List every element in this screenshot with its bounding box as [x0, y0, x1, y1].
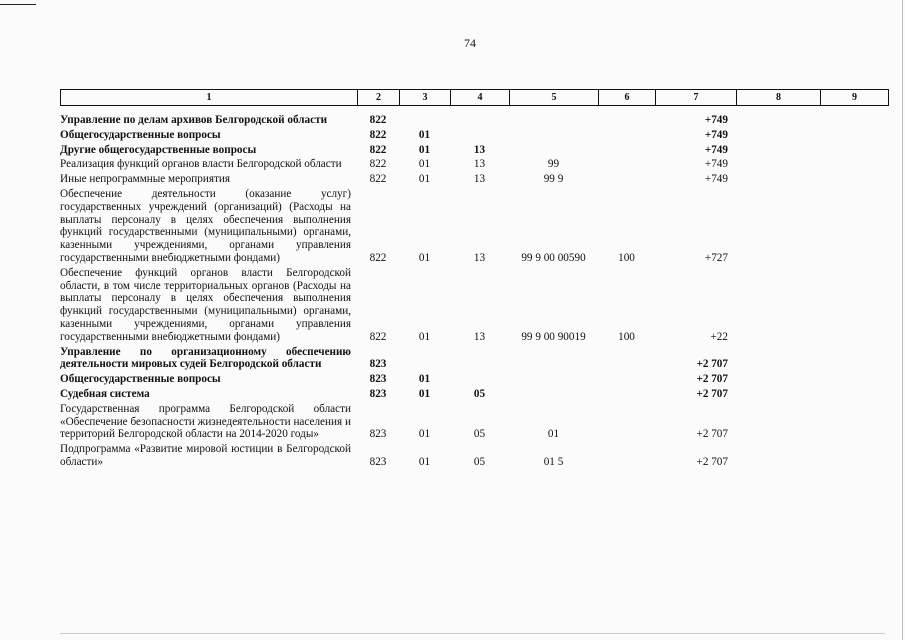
row-subsection: 13: [473, 251, 486, 264]
row-target-article: 99: [547, 158, 560, 171]
row-col-8: [736, 188, 820, 267]
row-name: Общегосударственные вопросы: [60, 373, 221, 386]
column-header-4: 4: [451, 90, 510, 106]
row-amount: +22: [710, 330, 728, 343]
scan-edge-mark: [0, 0, 36, 5]
row-col-8: [736, 373, 820, 388]
table-row: [60, 373, 888, 388]
row-col-8: [736, 267, 820, 346]
row-name: Другие общегосударственные вопросы: [60, 143, 257, 156]
row-expense-type: [598, 403, 655, 443]
row-name: Общегосударственные вопросы: [60, 128, 221, 141]
column-header-2: 2: [358, 90, 400, 106]
row-col-8: [736, 346, 820, 374]
row-col-8: [736, 388, 820, 403]
table-row: [60, 114, 888, 129]
row-name: Судебная система: [60, 387, 150, 400]
table-row: [60, 158, 888, 173]
row-amount: +749: [704, 143, 728, 156]
column-header-8: 8: [737, 90, 821, 106]
row-expense-type: 100: [618, 251, 635, 264]
row-section: 01: [418, 428, 431, 441]
row-section: [399, 346, 450, 374]
row-name: Управление по делам архивов Белгородской области: [60, 114, 328, 126]
row-section: 01: [418, 158, 431, 171]
row-subsection: [450, 346, 509, 374]
row-col-8: [736, 173, 820, 188]
row-admin-code: 822: [369, 114, 387, 126]
row-admin-code: 822: [369, 173, 387, 186]
row-name: Реализация функций органов власти Белгородской области: [60, 158, 342, 171]
row-expense-type: [598, 129, 655, 144]
row-amount: +749: [704, 173, 728, 186]
row-subsection: 13: [473, 143, 486, 156]
page-number: 74: [464, 36, 476, 50]
row-section: 01: [418, 387, 431, 400]
row-target-article: 99 9 00 00590: [521, 251, 586, 264]
column-header-7: 7: [656, 90, 737, 106]
row-subsection: [450, 373, 509, 388]
row-col-8: [736, 129, 820, 144]
column-header-1: 1: [61, 90, 358, 106]
table-row: [60, 129, 888, 144]
table-row: [60, 346, 888, 374]
table-row: [60, 173, 888, 188]
table-row: [60, 403, 888, 443]
scan-edge-line: [902, 0, 903, 640]
column-header-6: 6: [599, 90, 656, 106]
table-row: [60, 144, 888, 159]
row-admin-code: 822: [369, 251, 387, 264]
row-col-9: [820, 158, 888, 173]
row-amount: +2 707: [696, 455, 728, 468]
row-subsection: 05: [473, 428, 486, 441]
row-col-8: [736, 114, 820, 129]
row-name: Обеспечение функций органов власти Белгородской области, в том числе территориальных органов (Расходы на выплаты персоналу в целях обеспечения выполнения функций государственными (муниципальными) органами, казенными учреждениями, органами управления государственными внебюджетными фондами): [60, 266, 351, 343]
row-amount: +2 707: [696, 387, 728, 400]
row-admin-code: 823: [369, 428, 387, 441]
row-expense-type: [598, 114, 655, 129]
row-section: 01: [418, 173, 431, 186]
table-row: [60, 443, 888, 471]
row-admin-code: 823: [369, 373, 387, 386]
budget-table: [60, 114, 888, 471]
row-expense-type: [598, 158, 655, 173]
row-amount: +749: [704, 158, 728, 171]
row-subsection: [450, 114, 509, 129]
row-name: Подпрограмма «Развитие мировой юстиции в Белгородской области»: [60, 443, 351, 468]
row-col-9: [820, 403, 888, 443]
row-admin-code: 822: [369, 330, 387, 343]
row-target-article: [509, 346, 598, 374]
row-col-9: [820, 144, 888, 159]
row-target-article: 01 5: [543, 455, 564, 468]
row-col-9: [820, 443, 888, 471]
column-header-3: 3: [400, 90, 451, 106]
row-col-9: [820, 173, 888, 188]
table-row: [60, 267, 888, 346]
row-amount: +749: [704, 114, 728, 126]
row-subsection: [450, 129, 509, 144]
row-expense-type: [598, 144, 655, 159]
row-section: 01: [418, 455, 431, 468]
row-name: Иные непрограммные мероприятия: [60, 173, 231, 186]
row-expense-type: 100: [618, 330, 635, 343]
row-admin-code: 822: [369, 158, 387, 171]
column-header-9: 9: [821, 90, 889, 106]
row-admin-code: 823: [369, 455, 387, 468]
column-header-table: [60, 89, 889, 106]
row-subsection: 13: [473, 158, 486, 171]
row-target-article: 01: [547, 428, 560, 441]
row-col-9: [820, 388, 888, 403]
row-col-9: [820, 114, 888, 129]
row-target-article: [509, 129, 598, 144]
row-col-8: [736, 403, 820, 443]
row-section: 01: [418, 330, 431, 343]
row-admin-code: 823: [369, 358, 387, 371]
row-name: Обеспечение деятельности (оказание услуг) государственных учреждений (организаций) (Расходы на выплаты персоналу в целях обеспечения выполнения функций государственными (муниципальными) органами, казенными учреждениями, органами управления государственными внебюджетными фондами): [60, 187, 351, 264]
row-target-article: [509, 114, 598, 129]
row-col-9: [820, 373, 888, 388]
row-amount: +2 707: [696, 358, 728, 371]
row-expense-type: [598, 173, 655, 188]
row-target-article: [509, 144, 598, 159]
scan-bottom-line: [60, 633, 885, 634]
row-col-9: [820, 188, 888, 267]
row-subsection: 13: [473, 330, 486, 343]
row-target-article: [509, 388, 598, 403]
table-row: [60, 188, 888, 267]
row-subsection: 05: [473, 387, 486, 400]
row-expense-type: [598, 373, 655, 388]
row-section: 01: [418, 128, 431, 141]
row-col-9: [820, 129, 888, 144]
row-expense-type: [598, 346, 655, 374]
row-section: 01: [418, 251, 431, 264]
row-amount: +2 707: [696, 373, 728, 386]
row-col-8: [736, 158, 820, 173]
row-amount: +2 707: [696, 428, 728, 441]
row-name: Государственная программа Белгородской области «Обеспечение безопасности жизнедеятельности населения и территорий Белгородской области на 2014-2020 годы»: [60, 402, 351, 441]
column-header-5: 5: [510, 90, 599, 106]
row-col-9: [820, 346, 888, 374]
row-subsection: 05: [473, 455, 486, 468]
row-col-8: [736, 144, 820, 159]
row-target-article: 99 9 00 90019: [521, 330, 586, 343]
row-target-article: 99 9: [543, 173, 564, 186]
row-col-9: [820, 267, 888, 346]
row-target-article: [509, 373, 598, 388]
row-col-8: [736, 443, 820, 471]
row-section: 01: [418, 143, 431, 156]
row-expense-type: [598, 443, 655, 471]
row-admin-code: 822: [369, 128, 387, 141]
row-expense-type: [598, 388, 655, 403]
row-subsection: 13: [473, 173, 486, 186]
row-section: 01: [418, 373, 431, 386]
row-admin-code: 822: [369, 143, 387, 156]
column-header-row: [61, 90, 889, 106]
row-admin-code: 823: [369, 387, 387, 400]
row-amount: +727: [704, 251, 728, 264]
row-amount: +749: [704, 128, 728, 141]
row-section: [399, 114, 450, 129]
row-name: Управление по организационному обеспечению деятельности мировых судей Белгородской области: [60, 345, 351, 371]
table-row: [60, 388, 888, 403]
